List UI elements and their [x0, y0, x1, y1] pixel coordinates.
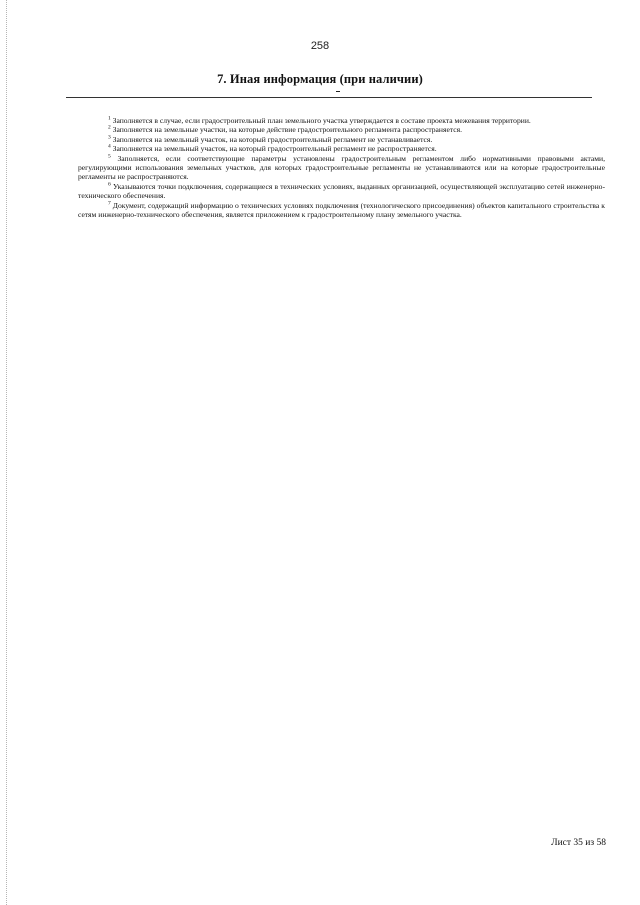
section-title: 7. Иная информация (при наличии) — [217, 72, 423, 86]
footnote-text: Заполняется на земельный участок, на который градостроительный регламент не устанавливается. — [112, 134, 433, 144]
footnote — [78, 116, 605, 125]
title-dash-mark — [336, 91, 340, 92]
footnote-text: Документ, содержащий информацию о технических условиях подключения (технологического присоединения) объектов капитального строительства к сетям инженерно-технического обеспечения, является приложением к градостроительному плану земельного участка. — [78, 200, 605, 220]
footnote-text: Заполняется в случае, если градостроительный план земельного участка утверждается в составе проекта межевания территории. — [112, 116, 531, 125]
page-number: 258 — [310, 40, 330, 52]
footnote-marker: 4 — [108, 143, 111, 150]
sheet-counter: Лист 35 из 58 — [551, 838, 606, 848]
footnote-marker: 1 — [108, 115, 111, 122]
footnotes-block — [78, 116, 605, 219]
footnote — [78, 154, 605, 182]
footnote-text: Указываются точки подключения, содержащиеся в технических условиях, выданных организацией, осуществляющей эксплуатацию сетей инженерно-технического обеспечения. — [78, 181, 605, 201]
footnote-marker: 3 — [108, 134, 111, 141]
footnote-text: Заполняется на земельный участок, на который градостроительный регламент не распространяется. — [112, 144, 437, 154]
footnote-text: Заполняется, если соответствующие параметры установлены градостроительным регламентом либо нормативными правовыми актами, регулирующими использования земельных участков, для которых градостроительные регламенты не устанавливаются или на которые градостроительные регламенты не распространяются. — [78, 153, 605, 182]
footnote — [78, 182, 605, 201]
footnote-marker: 5 — [108, 153, 111, 160]
footnote-marker: 7 — [108, 200, 111, 207]
footnote — [78, 201, 605, 220]
footnote-text: Заполняется на земельные участки, на которые действие градостроительного регламента распространяется. — [112, 125, 462, 135]
scan-edge-line — [6, 0, 7, 905]
footnote — [78, 144, 605, 153]
horizontal-rule — [66, 97, 592, 98]
footnote-marker: 2 — [108, 124, 111, 131]
footnote — [78, 125, 605, 134]
footnote — [78, 135, 605, 144]
footnote-marker: 6 — [108, 181, 111, 188]
